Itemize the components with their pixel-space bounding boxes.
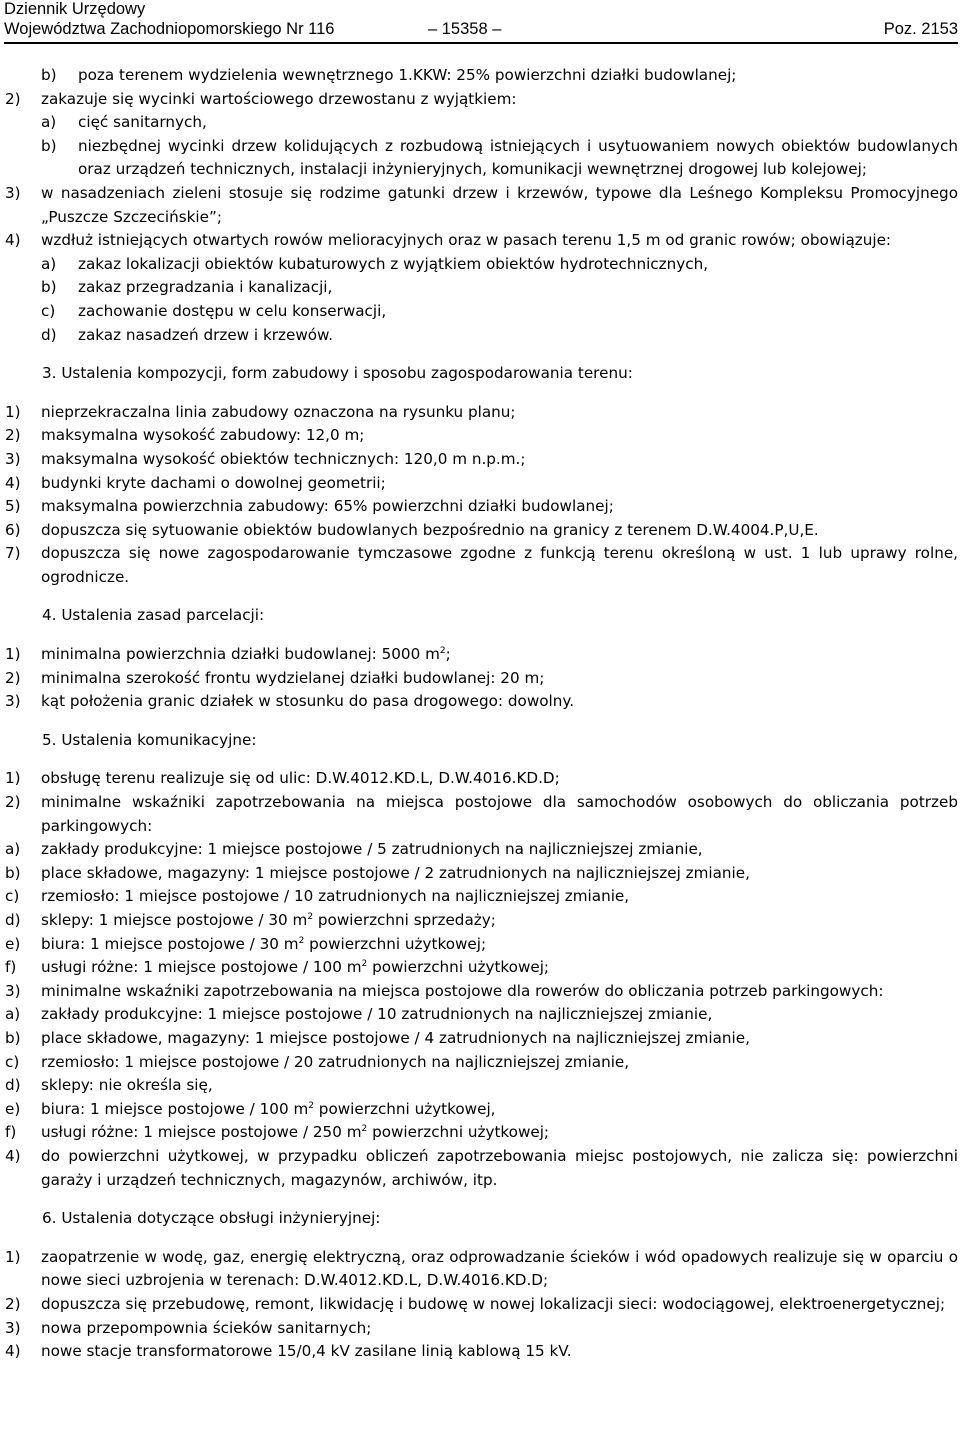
list-item: e) biura: 1 miejsce postojowe / 100 $m^2$ powierzchni użytkowej, (5, 1099, 496, 1118)
list-item: 1) minimalna powierzchnia działki budowlanej: 5000 $m^2$; (5, 645, 451, 664)
list-item: 4) nowe stacje transformatorowe 15/0,4 kV zasilane linią kablową 15 kV. (5, 1342, 572, 1361)
list-item: a) cięć sanitarnych, (41, 113, 207, 132)
list-item: 2) minimalna szerokość frontu wydzielanej działki budowlanej: 20 m; (5, 668, 545, 687)
list-item: 2) minimalne wskaźniki zapotrzebowania na miejsca postojowe dla samochodów osobowych do obliczania potrzeb parkingowych: (5, 793, 958, 835)
list-item: f) usługi różne: 1 miejsce postojowe / 100 $m^2$ powierzchni użytkowej; (5, 958, 550, 977)
section-heading: 6. Ustalenia dotyczące obsługi inżynieryjnej: (42, 1209, 381, 1228)
header-line-1 (4, 0, 958, 20)
list-item: d) sklepy: nie określa się, (5, 1076, 213, 1095)
list-item: 4) do powierzchni użytkowej, w przypadku obliczeń zapotrzebowania miejsc postojowych, nie zalicza się: powierzchni garaży i urządzeń technicznych, magazynów, archiwów, itp. (5, 1146, 958, 1189)
list-item: a) zakaz lokalizacji obiektów kubaturowych z wyjątkiem obiektów hydrotechnicznych, (41, 254, 709, 273)
list-item: 7) dopuszcza się nowe zagospodarowanie tymczasowe zgodne z funkcją terenu określoną w ust. 1 lub uprawy rolne, ogrodnicze. (5, 544, 958, 586)
list-item: 1) zaopatrzenie w wodę, gaz, energię elektryczną, oraz odprowadzanie ścieków i wód opadowych realizuje się w oparciu o nowe sieci uzbrojenia w terenach: D.W.4012.KD.L, D.W.4016.KD.D; (5, 1247, 958, 1290)
list-item: b) niezbędnej wycinki drzew kolidujących z rozbudową istniejących i usytuowaniem nowych obiektów budowlanych oraz urządzeń technicznych, instalacji inżynieryjnych, komunikacji wewnętrznej drogowej lub kolejowej; (41, 136, 958, 179)
list-item: 3) nowa przepompownia ścieków sanitarnych; (5, 1318, 372, 1337)
list-item: 6) dopuszcza się sytuowanie obiektów budowlanych bezpośrednio na granicy z terenem D.W.4004.P,U,E. (5, 520, 819, 539)
section-heading: 5. Ustalenia komunikacyjne: (42, 730, 257, 749)
list-item: 5) maksymalna powierzchnia zabudowy: 65% powierzchni działki budowlanej; (5, 497, 614, 516)
list-item: b) poza terenem wydzielenia wewnętrznego 1.KKW: 25% powierzchni działki budowlanej; (41, 66, 737, 84)
list-item: c) rzemiosło: 1 miejsce postojowe / 10 zatrudnionych na najliczniejszej zmianie, (5, 887, 630, 906)
list-item: 3) minimalne wskaźniki zapotrzebowania na miejsca postojowe dla rowerów do obliczania potrzeb parkingowych: (5, 981, 884, 1000)
list-item: d) sklepy: 1 miejsce postojowe / 30 $m^2$ powierzchni sprzedaży; (5, 911, 496, 929)
header-title: Dziennik Urzędowy (4, 0, 146, 18)
list-item: b) zakaz przegradzania i kanalizacji, (41, 278, 333, 297)
list-item: e) biura: 1 miejsce postojowe / 30 $m^2$ powierzchni użytkowej; (5, 934, 487, 953)
list-item: 2) maksymalna wysokość zabudowy: 12,0 m; (5, 426, 365, 445)
list-item: d) zakaz nasadzeń drzew i krzewów. (41, 325, 333, 344)
list-item: a) zakłady produkcyjne: 1 miejsce postojowe / 10 zatrudnionych na najliczniejszej zmianie, (5, 1005, 713, 1024)
header-journal: Województwa Zachodniopomorskiego Nr 116 (4, 19, 335, 38)
list-item: c) zachowanie dostępu w celu konserwacji, (41, 301, 387, 320)
list-item: 1) nieprzekraczalna linia zabudowy oznaczona na rysunku planu; (5, 402, 516, 421)
list-item: c) rzemiosło: 1 miejsce postojowe / 20 zatrudnionych na najliczniejszej zmianie, (5, 1052, 630, 1071)
section-heading: 4. Ustalenia zasad parcelacji: (42, 606, 265, 625)
list-item: 2) zakazuje się wycinki wartościowego drzewostanu z wyjątkiem: (5, 89, 517, 108)
list-item: 4) budynki kryte dachami o dowolnej geometrii; (5, 473, 386, 492)
list-item: f) usługi różne: 1 miejsce postojowe / 250 $m^2$ powierzchni użytkowej; (5, 1123, 550, 1142)
list-item: 1) obsługę terenu realizuje się od ulic: D.W.4012.KD.L, D.W.4016.KD.D; (5, 769, 560, 788)
header-rule (4, 42, 958, 44)
header-position: Poz. 2153 (883, 19, 958, 38)
list-item: 3) w nasadzeniach zieleni stosuje się rodzime gatunki drzew i krzewów, typowe dla Leśnego Kompleksu Promocyjnego „Puszcze Szczecińskie”; (5, 183, 958, 226)
list-item: 3) maksymalna wysokość obiektów technicznych: 120,0 m n.p.m.; (5, 449, 526, 468)
list-item: 3) kąt położenia granic działek w stosunku do pasa drogowego: dowolny. (5, 692, 575, 711)
header-line-2 (4, 20, 958, 40)
list-item: b) place składowe, magazyny: 1 miejsce postojowe / 2 zatrudnionych na najliczniejszej zmianie, (5, 863, 750, 882)
document-body (5, 64, 958, 1364)
header-page-number: – 15358 – (428, 19, 502, 38)
list-item: a) zakłady produkcyjne: 1 miejsce postojowe / 5 zatrudnionych na najliczniejszej zmianie, (5, 840, 703, 859)
list-item: 4) wzdłuż istniejących otwartych rowów melioracyjnych oraz w pasach terenu 1,5 m od granic rowów; obowiązuje: (5, 231, 892, 250)
list-item: b) place składowe, magazyny: 1 miejsce postojowe / 4 zatrudnionych na najliczniejszej zmianie, (5, 1028, 750, 1047)
section-heading: 3. Ustalenia kompozycji, form zabudowy i sposobu zagospodarowania terenu: (42, 364, 633, 383)
page-header (4, 0, 958, 42)
list-item: 2) dopuszcza się przebudowę, remont, likwidację i budowę w nowej lokalizacji sieci: wodociągowej, elektroenergetycznej; (5, 1294, 946, 1313)
